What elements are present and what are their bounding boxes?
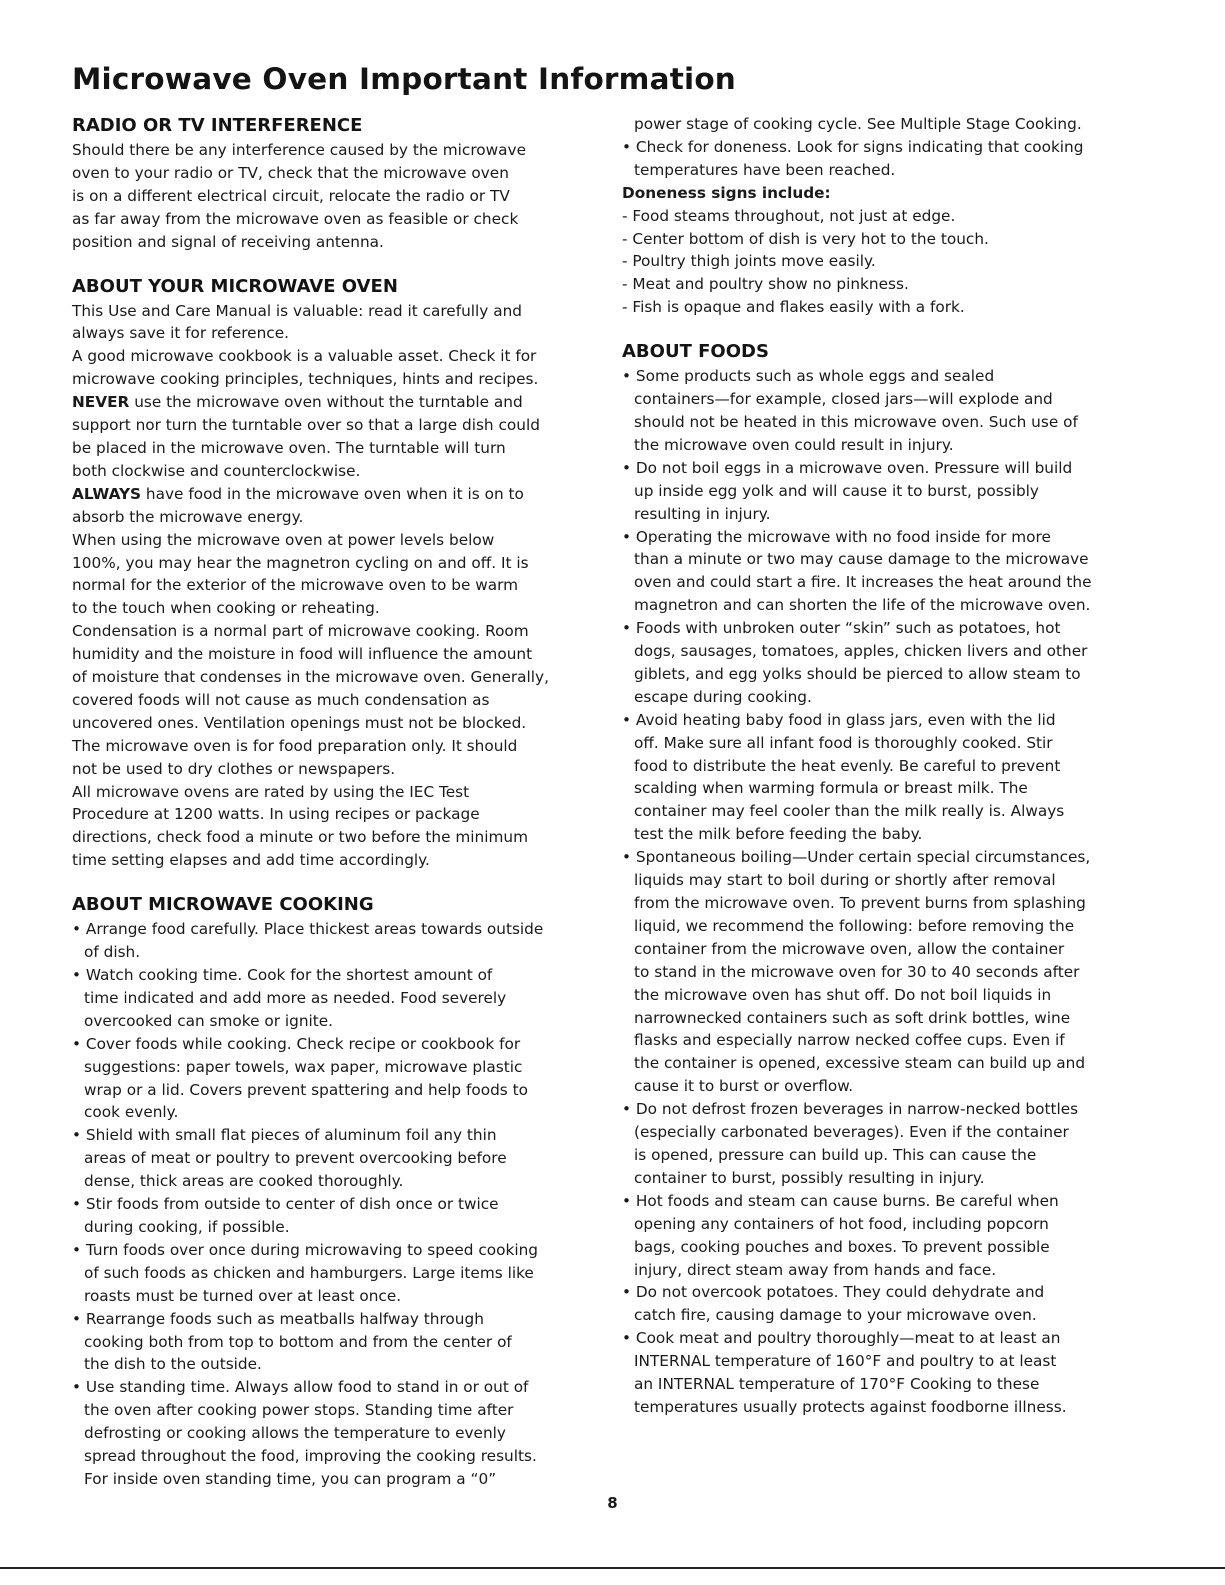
doneness-sign: - Poultry thigh joints move easily.	[622, 252, 876, 271]
list-item-line: scalding when warming formula or breast milk. The	[634, 779, 1028, 798]
list-item	[622, 1098, 1157, 1190]
about-cooking-list	[72, 918, 602, 1491]
list-item-line: resulting in injury.	[634, 504, 771, 523]
list-item-line: temperatures usually protects against foodborne illness.	[634, 1397, 1067, 1416]
list-item-line: cook evenly.	[84, 1103, 179, 1122]
list-item-line: the microwave oven could result in injury.	[634, 435, 954, 454]
list-item-line: magnetron and can shorten the life of the microwave oven.	[634, 596, 1091, 615]
text-line: position and signal of receiving antenna.	[72, 232, 384, 251]
list-item-line: test the milk before feeding the baby.	[634, 825, 923, 844]
left-column	[72, 113, 602, 1491]
list-item-line: suggestions: paper towels, wax paper, microwave plastic	[84, 1057, 523, 1076]
list-item-line: during cooking, if possible.	[84, 1217, 290, 1236]
about-cooking-heading: ABOUT MICROWAVE COOKING	[72, 894, 374, 916]
text-line: be placed in the microwave oven. The turntable will turn	[72, 438, 506, 457]
text-line: Should there be any interference caused by the microwave	[72, 141, 527, 159]
text-line: All microwave ovens are rated by using the IEC Test	[72, 782, 470, 801]
list-item-line: time indicated and add more as needed. Food severely	[84, 988, 507, 1007]
list-item-line: should not be heated in this microwave oven. Such use of	[634, 412, 1078, 431]
text-line: support nor turn the turntable over so that a large dish could	[72, 416, 540, 435]
list-item	[72, 964, 602, 1033]
list-item-line: food to distribute the heat evenly. Be careful to prevent	[634, 756, 1061, 775]
list-item-first-line: • Watch cooking time. Cook for the shortest amount of	[72, 966, 493, 984]
list-item-line: container to burst, possibly resulting in injury.	[634, 1168, 985, 1187]
list-item	[622, 1281, 1157, 1327]
doneness-heading: Doneness signs include:	[622, 183, 831, 202]
text-line: 100%, you may hear the magnetron cycling on and off. It is	[72, 553, 529, 572]
text-line: covered foods will not cause as much condensation as	[72, 690, 490, 709]
list-item-line: the oven after cooking power stops. Standing time after	[84, 1401, 514, 1420]
text-line: microwave cooking principles, techniques, hints and recipes.	[72, 370, 539, 389]
list-item-line: than a minute or two may cause damage to the microwave	[634, 550, 1089, 569]
never-line	[72, 391, 602, 414]
list-item	[622, 1190, 1157, 1282]
list-item-line: bags, cooking pouches and boxes. To prevent possible	[634, 1237, 1050, 1256]
list-item-first-line: • Avoid heating baby food in glass jars, even with the lid	[622, 710, 1056, 729]
always-rest: have food in the microwave oven when it is on to	[141, 484, 524, 503]
list-item-line: liquid, we recommend the following: before removing the	[634, 916, 1075, 935]
always-line	[72, 483, 602, 506]
list-item-line: temperatures have been reached.	[634, 160, 896, 179]
list-item	[622, 457, 1157, 526]
text-line: as far away from the microwave oven as feasible or check	[72, 209, 519, 228]
continued-line: power stage of cooking cycle. See Multiple Stage Cooking.	[634, 115, 1082, 133]
list-item-line: of such foods as chicken and hamburgers. Large items like	[84, 1263, 534, 1282]
text-line: This Use and Care Manual is valuable: read it carefully and	[72, 301, 522, 320]
list-item-line: spread throughout the food, improving the cooking results.	[84, 1447, 537, 1466]
list-item-line: of dish.	[84, 943, 141, 962]
list-item-line: flasks and especially narrow necked coffee cups. Even if	[634, 1031, 1065, 1050]
list-item-line: from the microwave oven. To prevent burns from splashing	[634, 894, 1086, 912]
list-item-line: the dish to the outside.	[84, 1355, 262, 1374]
text-line: time setting elapses and add time accordingly.	[72, 851, 430, 870]
list-item-line: escape during cooking.	[634, 687, 812, 706]
list-item-line: off. Make sure all infant food is thoroughly cooked. Stir	[634, 733, 1053, 752]
list-item	[622, 365, 1157, 457]
right-column	[622, 113, 1157, 1419]
text-line: is on a different electrical circuit, relocate the radio or TV	[72, 186, 510, 205]
doneness-sign: - Fish is opaque and flakes easily with a fork.	[622, 298, 965, 317]
list-item-first-line: • Do not overcook potatoes. They could dehydrate and	[622, 1283, 1045, 1302]
list-item-line: containers—for example, closed jars—will explode and	[634, 390, 1053, 409]
list-item	[72, 918, 602, 964]
list-item-line: overcooked can smoke or ignite.	[84, 1011, 334, 1030]
never-rest: use the microwave oven without the turntable and	[129, 393, 523, 412]
doneness-sign: - Center bottom of dish is very hot to the touch.	[622, 229, 989, 248]
bottom-rule	[0, 1567, 1225, 1569]
text-line: not be used to dry clothes or newspapers.	[72, 759, 396, 778]
text-line: always save it for reference.	[72, 324, 289, 343]
list-item-first-line: • Cover foods while cooking. Check recipe or cookbook for	[72, 1034, 521, 1053]
list-item	[622, 617, 1157, 709]
list-item-first-line: • Turn foods over once during microwaving to speed cooking	[72, 1240, 539, 1259]
list-item-line: areas of meat or poultry to prevent overcooking before	[84, 1149, 507, 1168]
about-oven-paragraph	[72, 300, 602, 873]
list-item-line: giblets, and egg yolks should be pierced to allow steam to	[634, 664, 1081, 683]
list-item-line: the container is opened, excessive steam can build up and	[634, 1054, 1086, 1073]
list-item-line: (especially carbonated beverages). Even if the container	[634, 1123, 1069, 1142]
list-item-first-line: • Use standing time. Always allow food to stand in or out of	[72, 1378, 529, 1397]
list-item-line: the microwave oven has shut off. Do not boil liquids in	[634, 985, 1052, 1004]
list-item-first-line: • Do not defrost frozen beverages in narrow-necked bottles	[622, 1100, 1079, 1119]
list-item	[72, 1239, 602, 1308]
list-item-first-line: • Check for doneness. Look for signs indicating that cooking	[622, 137, 1084, 156]
always-emphasis: ALWAYS	[72, 484, 142, 503]
list-item-first-line: • Spontaneous boiling—Under certain special circumstances,	[622, 848, 1091, 867]
list-item	[622, 1327, 1157, 1419]
text-line: uncovered ones. Ventilation openings must not be blocked.	[72, 713, 527, 732]
list-item-line: INTERNAL temperature of 160°F and poultry to at least	[634, 1352, 1057, 1371]
list-item-first-line: • Shield with small flat pieces of aluminum foil any thin	[72, 1126, 497, 1145]
list-item-first-line: • Rearrange foods such as meatballs halfway through	[72, 1309, 484, 1328]
text-line: When using the microwave oven at power levels below	[72, 530, 495, 549]
list-item-first-line: • Arrange food carefully. Place thickest areas towards outside	[72, 920, 544, 939]
list-item	[72, 1033, 602, 1125]
list-item-first-line: • Operating the microwave with no food inside for more	[622, 527, 1051, 546]
list-item-line: roasts must be turned over at least once.	[84, 1286, 402, 1305]
text-line: normal for the exterior of the microwave oven to be warm	[72, 576, 519, 595]
text-line: directions, check food a minute or two before the minimum	[72, 828, 528, 847]
list-item-line: For inside oven standing time, you can program a “0”	[84, 1469, 497, 1488]
list-item	[72, 1376, 602, 1491]
list-item-line: cause it to burst or overflow.	[634, 1077, 854, 1096]
list-item-line: is opened, pressure can build up. This can cause the	[634, 1145, 1037, 1164]
list-item-line: narrownecked containers such as soft drink bottles, wine	[634, 1008, 1071, 1027]
list-item	[72, 1308, 602, 1377]
text-line: both clockwise and counterclockwise.	[72, 461, 361, 480]
list-item-first-line: • Some products such as whole eggs and sealed	[622, 367, 995, 386]
list-item-line: wrap or a lid. Covers prevent spattering and help foods to	[84, 1080, 528, 1099]
never-emphasis: NEVER	[72, 393, 130, 412]
text-line: Condensation is a normal part of microwave cooking. Room	[72, 622, 529, 641]
doneness-sign: - Food steams throughout, not just at edge.	[622, 206, 956, 225]
list-item	[622, 846, 1157, 1098]
radio-tv-paragraph	[72, 139, 602, 254]
list-item-line: oven and could start a fire. It increases the heat around the	[634, 573, 1092, 592]
radio-tv-heading: RADIO OR TV INTERFERENCE	[72, 115, 363, 136]
list-item	[72, 1124, 602, 1193]
list-item-line: container may feel cooler than the milk really is. Always	[634, 802, 1065, 821]
doneness-sign: - Meat and poultry show no pinkness.	[622, 275, 909, 294]
list-item-line: defrosting or cooking allows the temperature to evenly	[84, 1424, 506, 1443]
text-line: A good microwave cookbook is a valuable asset. Check it for	[72, 347, 537, 366]
about-foods-heading: ABOUT FOODS	[622, 341, 769, 363]
text-line: of moisture that condenses in the microwave oven. Generally,	[72, 668, 549, 687]
list-item-line: catch fire, causing damage to your microwave oven.	[634, 1306, 1037, 1325]
list-item-line: dense, thick areas are cooked thoroughly.	[84, 1172, 404, 1191]
page-number: 8	[607, 1494, 618, 1512]
about-foods-list	[622, 365, 1157, 1419]
list-item	[72, 1193, 602, 1239]
list-item-line: cooking both from top to bottom and from the center of	[84, 1332, 512, 1351]
text-line: absorb the microwave energy.	[72, 507, 304, 526]
list-item-line: injury, direct steam away from hands and face.	[634, 1260, 997, 1279]
text-line: oven to your radio or TV, check that the microwave oven	[72, 163, 509, 182]
text-line: The microwave oven is for food preparation only. It should	[72, 736, 518, 755]
list-item-first-line: • Hot foods and steam can cause burns. Be careful when	[622, 1191, 1059, 1210]
about-oven-heading: ABOUT YOUR MICROWAVE OVEN	[72, 275, 398, 297]
list-item-first-line: • Do not boil eggs in a microwave oven. Pressure will build	[622, 458, 1073, 477]
list-item-first-line: • Stir foods from outside to center of dish once or twice	[72, 1195, 499, 1214]
text-line: Procedure at 1200 watts. In using recipes or package	[72, 805, 480, 824]
list-item-first-line: • Foods with unbroken outer “skin” such as potatoes, hot	[622, 619, 1061, 638]
list-item-line: liquids may start to boil during or shortly after removal	[634, 871, 1056, 890]
list-item	[622, 526, 1157, 618]
list-item-line: an INTERNAL temperature of 170°F Cooking to these	[634, 1375, 1040, 1394]
list-item-line: up inside egg yolk and will cause it to burst, possibly	[634, 481, 1039, 500]
list-item-line: dogs, sausages, tomatoes, apples, chicken livers and other	[634, 642, 1088, 661]
text-line: humidity and the moisture in food will influence the amount	[72, 645, 533, 664]
list-item-first-line: • Cook meat and poultry thoroughly—meat to at least an	[622, 1329, 1061, 1348]
list-item-line: opening any containers of hot food, including popcorn	[634, 1214, 1049, 1233]
page-title: Microwave Oven Important Information	[72, 62, 737, 96]
list-item-line: container from the microwave oven, allow the container	[634, 939, 1065, 958]
text-line: to the touch when cooking or reheating.	[72, 599, 380, 618]
list-item-line: to stand in the microwave oven for 30 to 40 seconds after	[634, 962, 1080, 981]
list-item	[622, 709, 1157, 846]
